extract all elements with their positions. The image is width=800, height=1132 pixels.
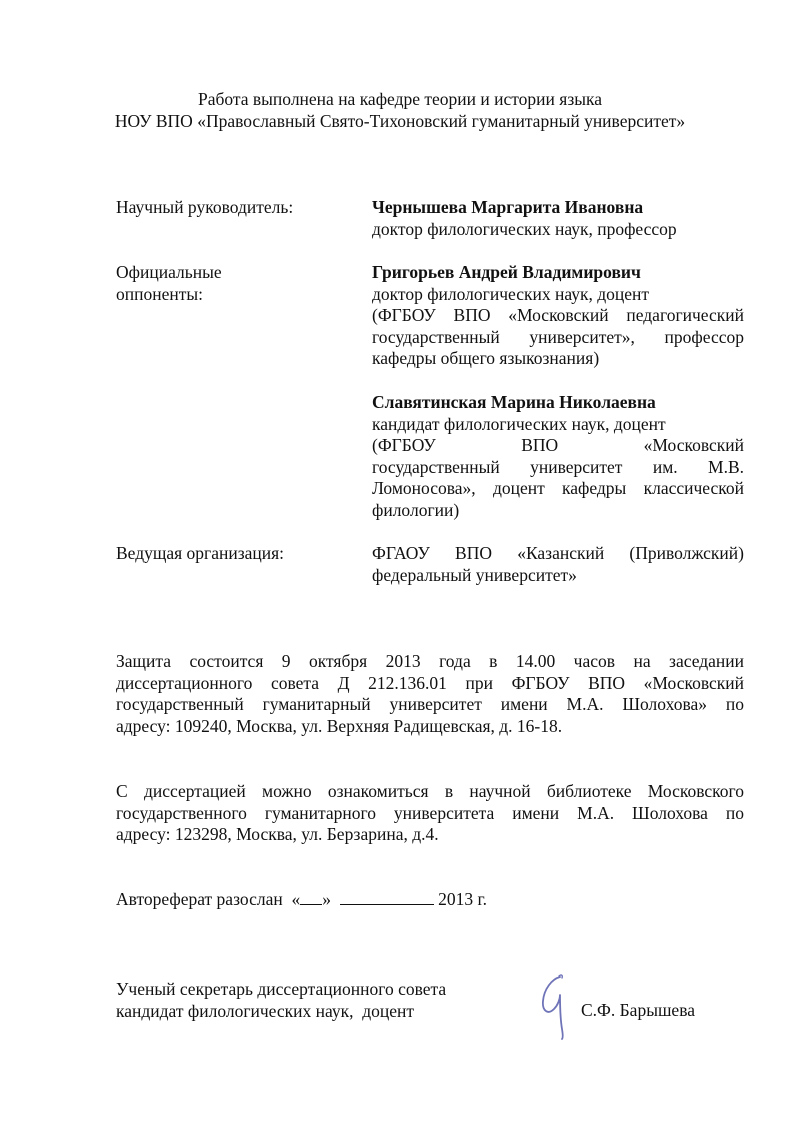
opponent-first-line: государственный университет», профессор (372, 326, 744, 347)
opponent-first (372, 262, 744, 370)
day-blank (300, 889, 322, 905)
opponent-first-line: (ФГБОУ ВПО «Московский педагогический (372, 305, 744, 325)
opponent-second-line: кандидат филологических наук, доцент (372, 413, 666, 434)
defense-line: диссертационного совета Д 212.136.01 при ФГБОУ ВПО «Московский (116, 672, 744, 693)
opponent-second-line: (ФГБОУ ВПО «Московский (372, 435, 744, 455)
opponent-second-line: Ломоносова», доцент кафедры классической (372, 478, 744, 498)
opponent-first-line: кафедры общего языкознания) (372, 348, 600, 368)
lead-org-info (372, 543, 744, 586)
header-department: Работа выполнена на кафедре теории и истории языка (197, 89, 603, 109)
lead-org-line: ФГАОУ ВПО «Казанский (Приволжский) (372, 543, 744, 563)
opponent-second-line: филологии) (372, 499, 460, 520)
supervisor-label: Научный руководитель: (116, 197, 294, 217)
supervisor-info (372, 197, 744, 240)
supervisor-title: доктор филологических наук, профессор (372, 218, 677, 239)
library-paragraph (116, 781, 744, 846)
library-line: С диссертацией можно ознакомиться в научной библиотеке Московского (116, 781, 744, 801)
defense-line: адресу: 109240, Москва, ул. Верхняя Радищевская, д. 16-18. (116, 715, 563, 736)
defense-line: Защита состоится 9 октября 2013 года в 14.00 часов на заседании (116, 651, 744, 671)
opponents-label-line2: оппоненты: (116, 283, 203, 304)
opponent-second-line: государственный университет им. М.В. (372, 456, 744, 477)
abstract-prefix: Автореферат разослан (116, 889, 283, 909)
lead-org-label: Ведущая организация: (116, 543, 285, 563)
secretary-name: С.Ф. Барышева (581, 1000, 695, 1020)
opponent-first-name: Григорьев Андрей Владимирович (372, 262, 641, 282)
opponents-label-line1: Официальные (116, 262, 222, 282)
opponent-first-line: доктор филологических наук, доцент (372, 283, 650, 304)
lead-org-line: федеральный университет» (372, 564, 577, 585)
month-blank (340, 889, 434, 905)
abstract-year: 2013 г. (438, 889, 488, 909)
secretary-line2: кандидат филологических наук, доцент (116, 1000, 415, 1021)
secretary-info (116, 979, 536, 1022)
opponents-label (116, 262, 356, 305)
defense-line: государственный гуманитарный университет имени М.А. Шолохова» по (116, 694, 744, 714)
opponent-second-name: Славятинская Марина Николаевна (372, 392, 656, 412)
supervisor-name: Чернышева Маргарита Ивановна (372, 197, 644, 217)
document-header (0, 89, 800, 132)
header-university: НОУ ВПО «Православный Свято-Тихоновский гуманитарный университет» (114, 110, 686, 131)
library-line: адресу: 123298, Москва, ул. Берзарина, д.4. (116, 824, 439, 844)
abstract-distributed (116, 889, 744, 911)
library-line: государственного гуманитарного университета имени М.А. Шолохова по (116, 802, 744, 823)
abstract-open-quote: « (291, 889, 301, 909)
abstract-close-quote: » (322, 889, 331, 909)
secretary-line1: Ученый секретарь диссертационного совета (116, 979, 447, 999)
defense-paragraph (116, 651, 744, 737)
signature-icon (530, 971, 580, 1041)
opponent-second (372, 392, 744, 521)
